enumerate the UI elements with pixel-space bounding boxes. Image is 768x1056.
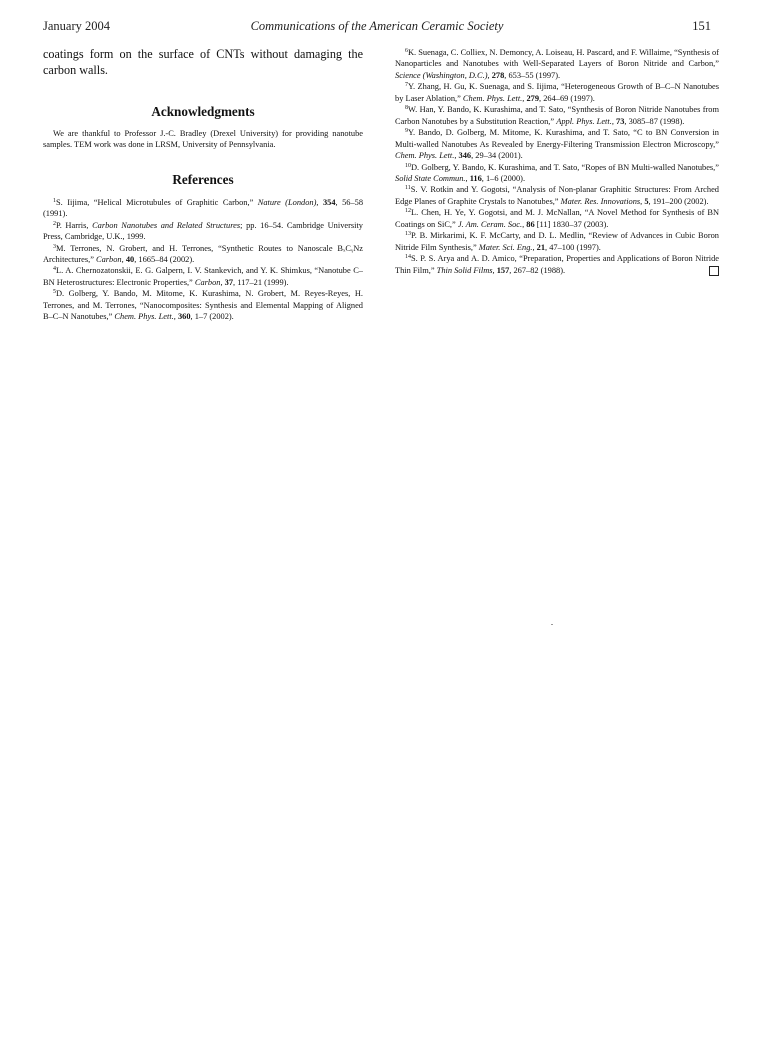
reference-journal: Mater. Res. Innovations [560,196,641,206]
reference-journal: Mater. Sci. Eng. [478,242,533,252]
reference-authors-title: S. Iijima, “Helical Microtubules of Graphitic Carbon,” [56,198,258,207]
reference-entry [43,220,363,243]
reference-authors-title: W. Han, Y. Bando, K. Kurashima, and T. Sato, “Synthesis of Boron Nitride Nanotubes from Carbon Nanotubes by a Substitution Reaction,” [395,105,719,126]
reference-volume: 354 [322,198,336,207]
reference-pages-year: , 56–58 (1991). [43,198,363,219]
reference-authors-title: Y. Zhang, H. Gu, K. Suenaga, and S. Iijima, “Heterogeneous Growth of B–C–N Nanotubes by Laser Ablation,” [395,82,719,103]
reference-entry: $^4$L. A. Chernozatonskii, E. G. Galpern, I. V. Stankevich, and Y. K. Shimkus, “Nanotube C–BN Heterostructures: Electronic Properties,” Carbon, 37, 117–21 (1999). [43,266,363,287]
reference-journal: Thin Solid Films [436,265,493,275]
reference-pages-year: , 3085–87 (1998). [624,116,685,126]
reference-pages-year: , 117–21 (1999). [233,277,289,287]
reference-authors-title: L. Chen, H. Ye, Y. Gogotsi, and M. J. McNallan, “A Novel Method for Synthesis of BN Coatings on SiC,” [395,208,719,229]
reference-pages-year: , 1–7 (2002). [190,312,234,322]
reference-number: 12 [405,208,411,215]
reference-volume: 37 [224,277,234,287]
left-column [43,47,363,322]
reference-entry: $^8$W. Han, Y. Bando, K. Kurashima, and T. Sato, “Synthesis of Boron Nitride Nanotubes from Carbon Nanotubes by a Substitution Reaction,” Appl. Phys. Lett., 73, 3085–87 (1998). [395,105,719,126]
reference-entry: $^{12}$L. Chen, H. Ye, Y. Gogotsi, and M. J. McNallan, “A Novel Method for Synthesis of BN Coatings on SiC,” J. Am. Ceram. Soc., 86 [11] 1830–37 (2003). [395,208,719,229]
reference-volume: 73 [616,116,625,126]
reference-journal: Chem. Phys. Lett. [114,312,174,322]
reference-pages-year: , 1665–84 (2002). [134,255,195,265]
reference-entry: $^{13}$P. B. Mirkarimi, K. F. McCarty, and D. L. Medlin, “Review of Advances in Cubic Boron Nitride Film Synthesis,” Mater. Sci. Eng., 21, 47–100 (1997). [395,231,719,252]
reference-volume: 279 [526,93,539,103]
reference-pages-year: , 191–200 (2002). [648,196,709,206]
reference-journal: Carbon Nanotubes and Related Structures [92,220,241,230]
reference-pages-year: , 267–82 (1988). [509,265,566,275]
reference-pages-year: , 1–6 (2000). [481,173,526,183]
reference-authors-title: P. Harris, [56,220,93,230]
reference-number: 14 [405,254,411,261]
reference-journal: J. Am. Ceram. Soc. [457,219,523,229]
reference-entry: $^{11}$S. V. Rotkin and Y. Gogotsi, “Analysis of Non-planar Graphitic Structures: From Arched Edge Planes of Graphite Crystals to Nanotubes,” Mater. Res. Innovations, 5, 191–200 (2002). [395,185,719,206]
reference-authors-title: S. P. S. Arya and A. D. Amico, “Preparation, Properties and Applications of Boron Nitride Thin Film,” [395,254,719,275]
reference-entry: $^7$Y. Zhang, H. Gu, K. Suenaga, and S. Iijima, “Heterogeneous Growth of B–C–N Nanotubes by Laser Ablation,” Chem. Phys. Lett., 279, 264–69 (1997). [395,82,719,103]
references-list-right [395,47,719,276]
reference-entry: $^{10}$D. Golberg, Y. Bando, K. Kurashima, and T. Sato, “Ropes of BN Multi-walled Nanotubes,” Solid State Commun., 116, 1–6 (2000). [395,162,719,183]
reference-volume: 40 [125,255,135,265]
reference-volume: 86 [526,219,535,229]
reference-pages-year: , 653–55 (1997). [504,70,561,80]
acknowledgments-heading: Acknowledgments [151,104,255,119]
acknowledgments-text: We are thankful to Professor J.-C. Bradley (Drexel University) for providing nanotube samples. TEM work was done in LRSM, University of Pennsylvania. [43,129,363,149]
reference-pages-year: [11] 1830–37 (2003). [534,219,609,229]
reference-number: 13 [405,231,411,238]
reference-entry: $^1$S. Iijima, “Helical Microtubules of Graphitic Carbon,” Nature (London), 354, 56–58 (1991). [43,198,363,219]
reference-authors-title: L. A. Chernozatonskii, E. G. Galpern, I. V. Stankevich, and Y. K. Shimkus, “Nanotube C–BN Heterostructures: Electronic Properties,” [43,266,363,287]
reference-journal: Chem. Phys. Lett. [462,93,523,103]
reference-entry: $^{14}$S. P. S. Arya and A. D. Amico, “Preparation, Properties and Applications of Boron Nitride Thin Film,” Thin Solid Films, 157, 267–82 (1988). [395,254,719,275]
reference-entry: $^5$D. Golberg, Y. Bando, M. Mitome, K. Kurashima, N. Grobert, M. Reyes-Reyes, H. Terrones, and M. Terrones, “Nanocomposites: Synthesis and Elemental Mapping of Aligned B–C–N Nanotubes,” Chem. Phys. Lett., 360, 1–7 (2002). [43,289,363,322]
reference-number: 11 [405,185,411,192]
reference-journal: Solid State Commun. [395,173,466,183]
end-of-article-mark [709,266,719,276]
reference-journal: Science (Washington, D.C.) [395,70,488,80]
reference-journal: Carbon [194,277,221,287]
reference-authors-title: D. Golberg, Y. Bando, M. Mitome, K. Kurashima, N. Grobert, M. Reyes-Reyes, H. Terrones, and M. Terrones, “Nanocomposites: Synthesis and Elemental Mapping of Aligned B–C–N Nanotubes,” [43,289,363,322]
reference-volume: 157 [496,265,510,275]
reference-number: 4 [53,266,56,273]
reference-authors-title: K. Suenaga, C. Colliex, N. Demoncy, A. Loiseau, H. Pascard, and F. Willaime, “Synthesis of Nanoparticles and Nanotubes with Well-Separated Layers of Boron Nitride and Carbon,” [395,48,719,69]
reference-entry: $^6$K. Suenaga, C. Colliex, N. Demoncy, A. Loiseau, H. Pascard, and F. Willaime, “Synthesis of Nanoparticles and Nanotubes with Well-Separated Layers of Boron Nitride and Carbon,” Science (Washington, D.C.), 278, 653–55 (1997). [395,48,719,80]
reference-entry: $^9$Y. Bando, D. Golberg, M. Mitome, K. Kurashima, and T. Sato, “C to BN Conversion in Multi-walled Nanotubes As Revealed by Energy-Filtering Transmission Electron Microscopy,” Chem. Phys. Lett., 346, 29–34 (2001). [395,128,719,161]
reference-authors-title: M. Terrones, N. Grobert, and H. Terrones, “Synthetic Routes to Nanoscale BₓCᵧNz Architectures,” [43,243,363,265]
reference-volume: 116 [469,173,482,183]
reference-volume: 21 [536,242,546,252]
reference-pages-year: , 264–69 (1997). [539,93,595,103]
reference-number: 7 [405,82,408,89]
reference-journal: Chem. Phys. Lett. [395,151,455,161]
reference-pages-year: , 29–34 (2001). [471,151,523,161]
reference-number: 9 [405,128,408,135]
reference-authors-title: Y. Bando, D. Golberg, M. Mitome, K. Kurashima, and T. Sato, “C to BN Conversion in Multi-walled Nanotubes As Revealed by Energy-Filtering Transmission Electron Microscopy,” [395,128,719,149]
reference-volume: 346 [458,151,472,161]
right-column [395,47,719,276]
reference-number: 1 [53,198,56,204]
reference-number: 2 [53,220,56,227]
reference-authors-title: P. B. Mirkarimi, K. F. McCarty, and D. L. Medlin, “Review of Advances in Cubic Boron Nitride Film Synthesis,” [395,231,719,252]
page-number: 151 [692,19,711,33]
references-heading: References [172,172,234,187]
reference-entry: $^3$M. Terrones, N. Grobert, and H. Terrones, “Synthetic Routes to Nanoscale BₓCᵧNz Architectures,” Carbon, 40, 1665–84 (2002). [43,243,363,265]
intro-paragraph: coatings form on the surface of CNTs without damaging the carbon walls. [43,47,363,77]
reference-number: 6 [405,48,408,54]
reference-number: 3 [53,243,56,250]
reference-pages-year: , 47–100 (1997). [545,242,601,252]
reference-journal: Appl. Phys. Lett. [556,116,612,126]
scan-speck [551,624,553,625]
reference-volume: 278 [491,70,505,80]
reference-journal: Carbon [96,255,122,265]
page-header [43,19,711,35]
reference-authors-title: D. Golberg, Y. Bando, K. Kurashima, and T. Sato, “Ropes of BN Multi-walled Nanotubes,” [411,162,719,172]
reference-number: 8 [405,105,408,112]
reference-volume: 5 [644,196,649,206]
journal-title: Communications of the American Ceramic Society [250,19,504,33]
reference-number: 10 [405,162,411,169]
references-list-left [43,197,363,322]
reference-pages-year: ; pp. 16–54. Cambridge University Press, Cambridge, U.K., 1999. [43,220,363,242]
reference-number: 5 [53,289,56,296]
reference-journal: Nature (London) [257,198,317,207]
reference-volume: 360 [177,312,191,322]
issue-date: January 2004 [43,19,110,33]
reference-authors-title: S. V. Rotkin and Y. Gogotsi, “Analysis of Non-planar Graphitic Structures: From Arched Edge Planes of Graphite Crystals to Nanotubes,” [395,185,719,206]
